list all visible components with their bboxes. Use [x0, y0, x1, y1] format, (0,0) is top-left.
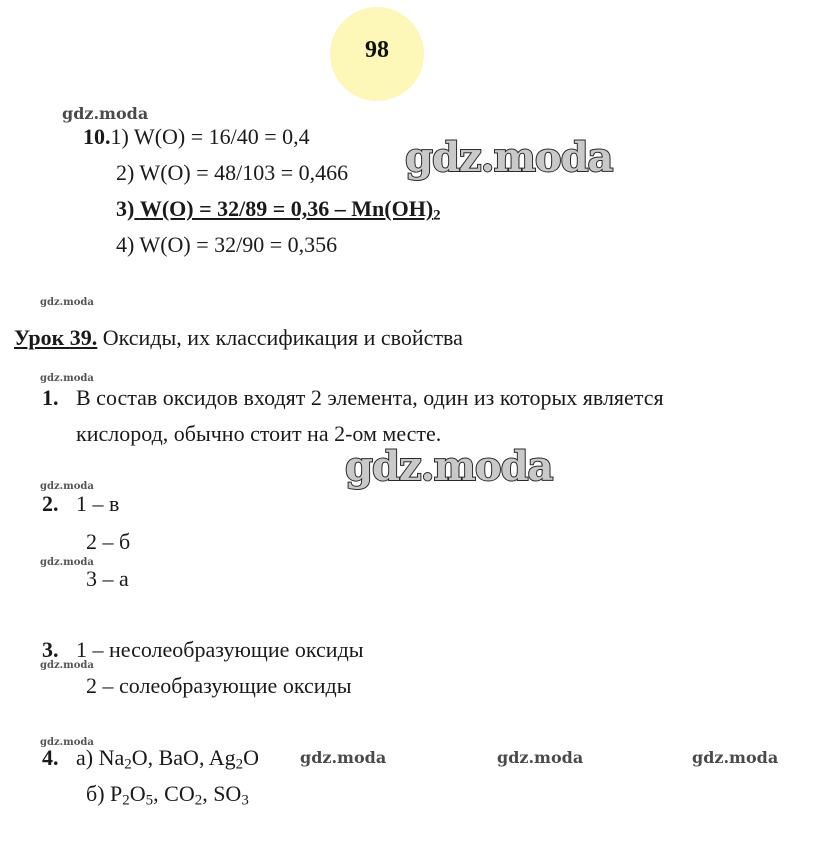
- q4-b-formula: , CO: [153, 781, 195, 806]
- q4-a-formula: Na: [98, 745, 125, 770]
- watermark-tiny: gdz.moda: [40, 297, 94, 308]
- q4-b-sub: 3: [241, 792, 249, 809]
- q4-a-prefix: а): [76, 745, 99, 770]
- q1-number: 1.: [42, 385, 59, 410]
- q4-b-sub: 2: [194, 792, 203, 809]
- watermark-tiny: gdz.moda: [40, 557, 94, 568]
- watermark-tiny: gdz.moda: [40, 373, 94, 384]
- watermark-tiny: gdz.moda: [40, 660, 94, 671]
- q4-b-formula: O: [129, 781, 146, 806]
- q4-b-formula: , SO: [202, 781, 242, 806]
- q4-b-formula: P: [110, 781, 123, 806]
- page-number: 98: [365, 37, 389, 63]
- task10-line2: 2) W(O) = 48/103 = 0,466: [116, 160, 349, 185]
- q4-b-prefix: б): [86, 781, 111, 806]
- q4-a-formula: O, BaO, Ag: [131, 745, 236, 770]
- q3-item-2: 2 – солеобразующие оксиды: [86, 673, 352, 698]
- watermark-small: gdz.moda: [497, 748, 584, 767]
- q2-item-1: 1 – в: [76, 491, 120, 516]
- task10-line1-text: 1) W(O) = 16/40 = 0,4: [110, 124, 310, 149]
- q2-item-2: 2 – б: [86, 529, 131, 554]
- task10-line4: 4) W(O) = 32/90 = 0,356: [116, 232, 338, 257]
- watermark-small: gdz.moda: [300, 748, 387, 767]
- task10-number: 10.: [83, 124, 111, 149]
- q3-number: 3.: [42, 637, 59, 662]
- q4-line-b: [86, 781, 249, 807]
- lesson-label: Урок 39.: [14, 325, 98, 350]
- watermark-tiny: gdz.moda: [40, 737, 94, 748]
- q4-b-sub: 2: [122, 792, 130, 809]
- watermark-tiny: gdz.moda: [40, 481, 94, 492]
- q2-number: 2.: [42, 491, 59, 516]
- watermark-big: gdz.moda: [345, 443, 553, 490]
- task10-line3-label: 3): [116, 196, 135, 221]
- q1-line2: кислород, обычно стоит на 2-ом месте.: [76, 421, 442, 446]
- task10-line3-answer: [116, 196, 441, 222]
- q4-line-a: [76, 745, 259, 771]
- watermark-small: gdz.moda: [692, 748, 779, 767]
- task10-line3-sub: 2: [433, 207, 441, 224]
- task10-line1: [83, 124, 310, 150]
- watermark-big: gdz.moda: [405, 134, 613, 181]
- task10-line3-underlined: [134, 196, 441, 224]
- task10-line3-text: W(O) = 32/89 = 0,36 – Mn(OH): [139, 196, 434, 221]
- q1-line1: В состав оксидов входят 2 элемента, один из которых является: [76, 385, 664, 410]
- watermark-small: gdz.moda: [62, 104, 149, 123]
- q3-item-1: 1 – несолеобразующие оксиды: [76, 637, 364, 662]
- q4-b-sub: 5: [145, 792, 154, 809]
- q4-a-sub: 2: [235, 756, 244, 773]
- q2-item-3: 3 – а: [86, 566, 129, 591]
- q4-a-formula: O: [243, 745, 259, 770]
- lesson-header: [14, 325, 463, 351]
- lesson-title: Оксиды, их классификация и свойства: [97, 325, 463, 350]
- q4-number: 4.: [42, 745, 59, 770]
- q4-a-sub: 2: [124, 756, 132, 773]
